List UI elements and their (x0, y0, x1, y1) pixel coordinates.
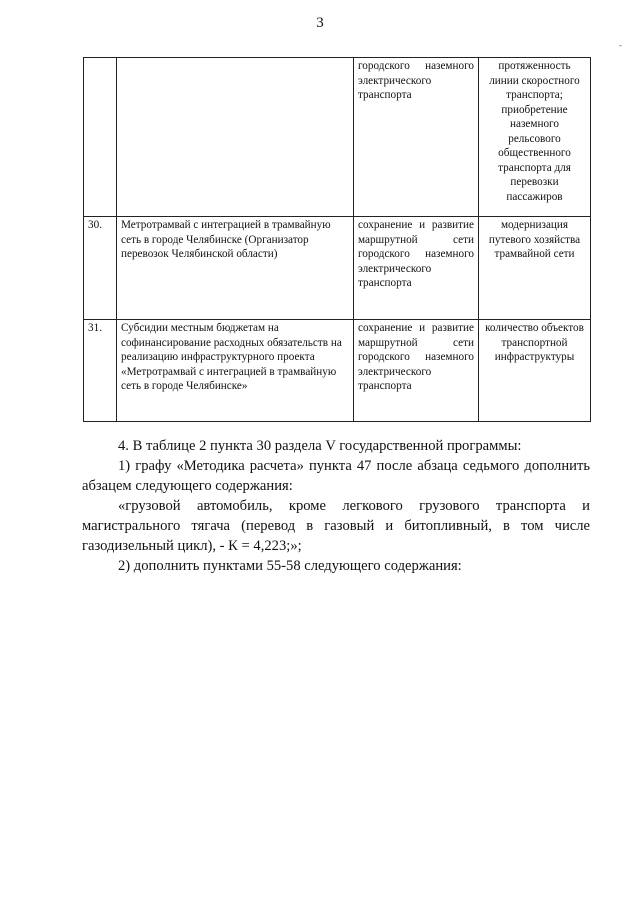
corner-mark: - (619, 40, 622, 50)
row-number: 31. (84, 320, 117, 422)
page-number: 3 (316, 15, 324, 31)
table-row (84, 58, 591, 217)
program-table (83, 57, 591, 422)
paragraph-subitem-1: 1) графу «Методика расчета» пункта 47 после абзаца седьмого дополнить абзацем следующего содержания: (82, 458, 590, 494)
measure-goal: городского наземного электрического транспорта (354, 58, 479, 217)
paragraph-subitem-2: 2) дополнить пунктами 55-58 следующего содержания: (118, 558, 462, 574)
measure-goal: сохранение и развитие маршрутной сети городского наземного электрического транспорта (354, 217, 479, 320)
row-number: 30. (84, 217, 117, 320)
table-row (84, 217, 591, 320)
measure-indicator: модернизация путевого хозяйства трамвайной сети (479, 217, 591, 320)
quoted-paragraph: «грузовой автомобиль, кроме легкового грузового транспорта и магистрального тягача (перевод в газовый и битопливный, в том числе газодизельный цикл), - К = 4,223;»; (82, 498, 590, 554)
measure-name (117, 58, 354, 217)
table-row (84, 320, 591, 422)
measure-indicator: протяженность линии скоростного транспорта; приобретение наземного рельсового общественного транспорта для перевозки пассажиров (479, 58, 591, 217)
measure-name: Субсидии местным бюджетам на софинансирование расходных обязательств на реализацию инфраструктурного проекта «Метротрамвай с интеграцией в трамвайную сеть в городе Челябинске» (117, 320, 354, 422)
row-number (84, 58, 117, 217)
measure-indicator: количество объектов транспортной инфраструктуры (479, 320, 591, 422)
amendment-text (82, 436, 590, 576)
measure-goal: сохранение и развитие маршрутной сети городского наземного электрического транспорта (354, 320, 479, 422)
measure-name: Метротрамвай с интеграцией в трамвайную сеть в городе Челябинске (Организатор перевозок Челябинской области) (117, 217, 354, 320)
paragraph-item-4: 4. В таблице 2 пункта 30 раздела V государственной программы: (118, 438, 522, 454)
